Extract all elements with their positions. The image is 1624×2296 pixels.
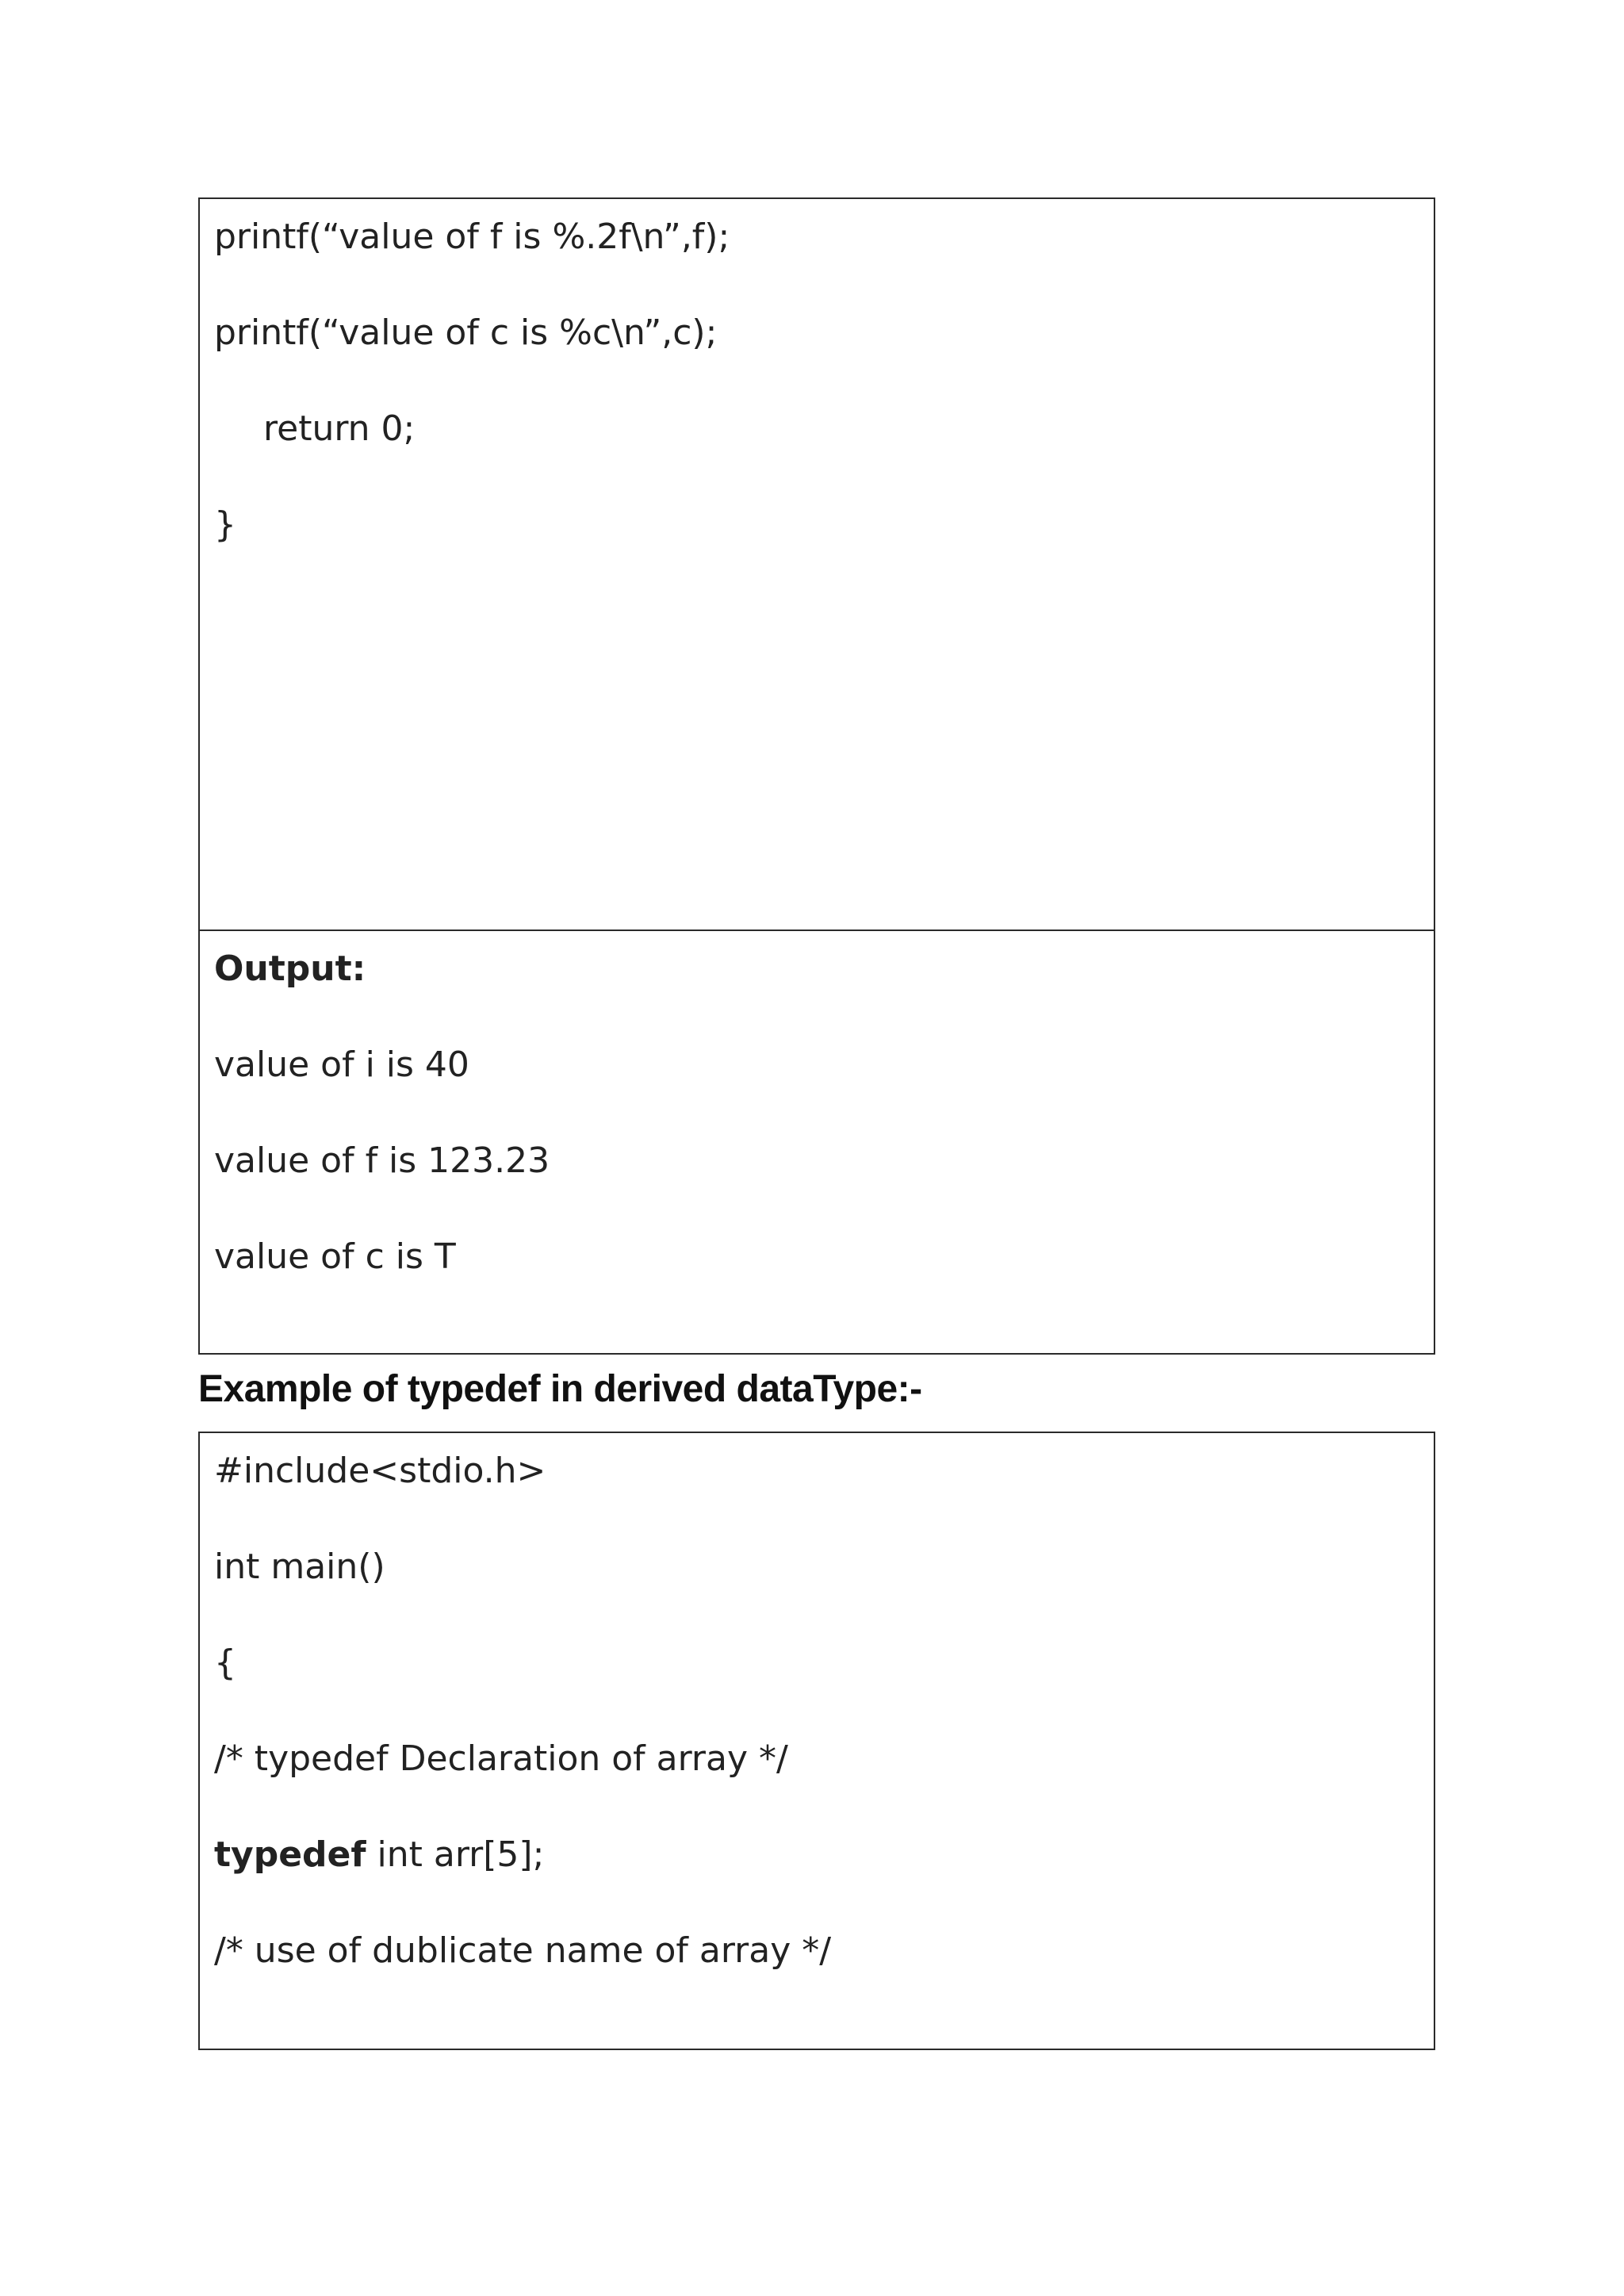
output-block bbox=[198, 930, 1435, 1355]
code-line: return 0; bbox=[263, 408, 416, 449]
code-block-typedef-example bbox=[198, 1432, 1435, 2050]
typedef-rest: int arr[5]; bbox=[366, 1834, 545, 1875]
code-line: { bbox=[214, 1642, 236, 1683]
code-line: /* use of dublicate name of array */ bbox=[214, 1930, 832, 1971]
output-title: Output: bbox=[214, 949, 366, 989]
output-line: value of f is 123.23 bbox=[214, 1140, 550, 1181]
output-line: value of i is 40 bbox=[214, 1045, 469, 1085]
code-line: /* typedef Declaration of array */ bbox=[214, 1738, 788, 1779]
output-line: value of c is T bbox=[214, 1236, 456, 1277]
code-line: #include<stdio.h> bbox=[214, 1451, 546, 1491]
code-block-continued bbox=[198, 197, 1435, 931]
code-line: int main() bbox=[214, 1547, 385, 1587]
typedef-keyword: typedef bbox=[214, 1834, 366, 1875]
code-line: printf(“value of f is %.2f\n”,f); bbox=[214, 217, 730, 257]
code-line: printf(“value of c is %c\n”,c); bbox=[214, 312, 718, 353]
code-line: } bbox=[214, 504, 236, 545]
section-heading: Example of typedef in derived dataType:- bbox=[198, 1368, 922, 1410]
code-line-typedef bbox=[214, 1833, 544, 1877]
